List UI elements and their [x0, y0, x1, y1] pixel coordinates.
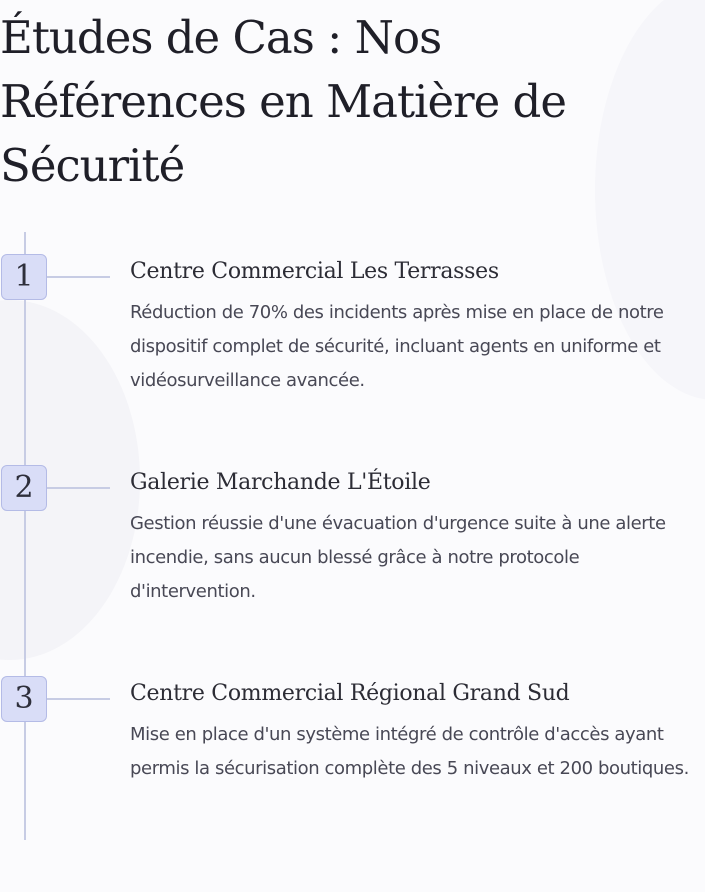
case-description: Gestion réussie d'une évacuation d'urgence suite à une alerte incendie, sans aucun blessé grâce à notre protocole d'intervention. [130, 513, 666, 602]
case-study-item [0, 465, 705, 615]
case-title: Galerie Marchande L'Étoile [130, 470, 431, 495]
case-description: Mise en place d'un système intégré de contrôle d'accès ayant permis la sécurisation complète des 5 niveaux et 200 boutiques. [130, 724, 689, 779]
case-number-badge: 2 [1, 465, 47, 511]
case-description: Réduction de 70% des incidents après mise en place de notre dispositif complet de sécurité, incluant agents en uniforme et vidéosurveillance avancée. [130, 302, 664, 391]
case-study-item [0, 676, 705, 826]
case-title: Centre Commercial Régional Grand Sud [130, 681, 570, 706]
timeline-connector [47, 276, 110, 278]
timeline-connector [47, 487, 110, 489]
timeline-connector [47, 698, 110, 700]
case-title: Centre Commercial Les Terrasses [130, 259, 499, 284]
case-number-badge: 3 [1, 676, 47, 722]
page-title: Études de Cas : Nos Références en Matière de Sécurité [0, 11, 566, 192]
case-study-item [0, 254, 705, 404]
case-number-badge: 1 [1, 254, 47, 300]
